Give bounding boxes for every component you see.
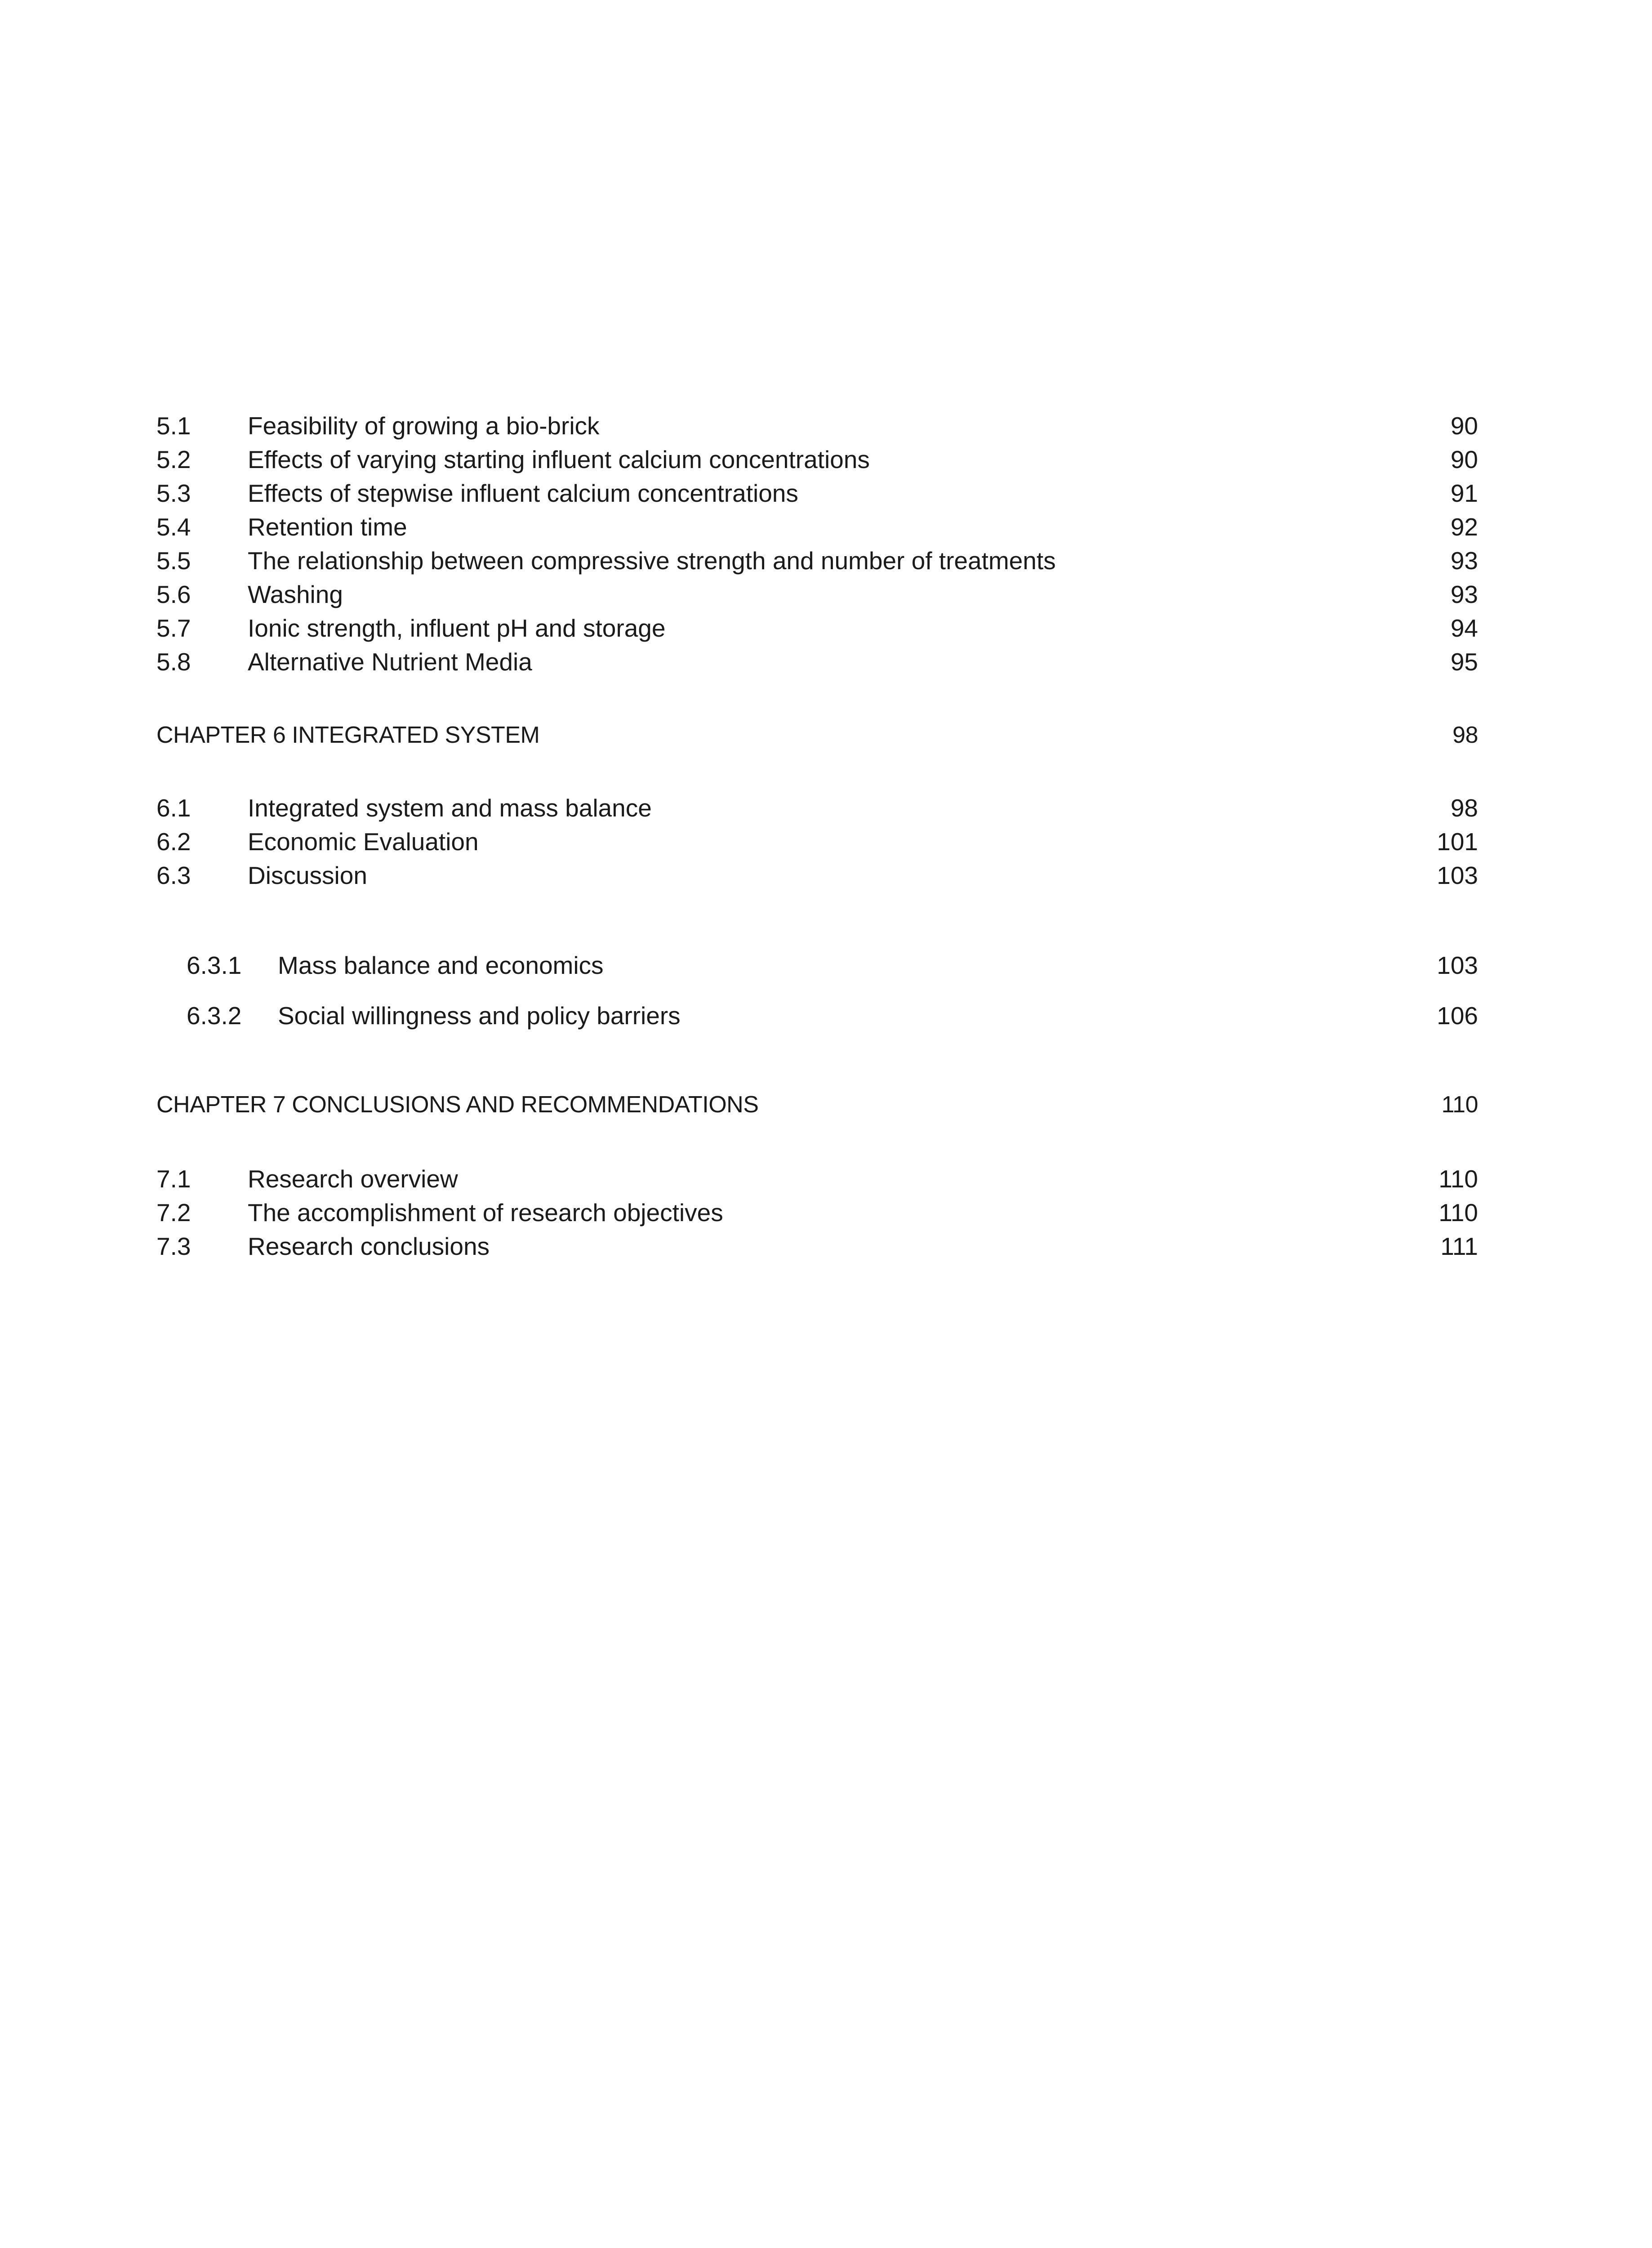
toc-entry-page: 110 (1438, 1165, 1478, 1193)
toc-entry-5-7 (156, 611, 1478, 645)
toc-entry-6-3 (156, 859, 1478, 892)
toc-entry-5-1 (156, 409, 1478, 443)
toc-entry-6-1 (156, 791, 1478, 825)
toc-entry-page: 90 (1450, 446, 1478, 473)
toc-entry-number: 6.1 (156, 794, 191, 822)
toc-entry-title: Feasibility of growing a bio-brick (248, 412, 600, 440)
toc-entry-page: 110 (1438, 1199, 1478, 1227)
toc-entry-page: 103 (1437, 951, 1478, 979)
toc-entry-title: Economic Evaluation (248, 828, 479, 856)
toc-entry-5-5 (156, 544, 1478, 578)
toc-entry-title: The relationship between compressive strength and number of treatments (248, 547, 1056, 575)
toc-chapter-title: CHAPTER 6 INTEGRATED SYSTEM (156, 722, 540, 748)
toc-entry-7-2 (156, 1196, 1478, 1230)
toc-entry-page: 103 (1437, 861, 1478, 889)
toc-chapter-7 (156, 1088, 1478, 1122)
toc-entry-6-3-1 (156, 949, 1478, 982)
toc-entry-page: 101 (1437, 828, 1478, 856)
toc-entry-number: 5.1 (156, 412, 191, 440)
toc-entry-5-2 (156, 443, 1478, 477)
toc-entry-page: 90 (1450, 412, 1478, 440)
toc-entry-page: 93 (1450, 547, 1478, 575)
toc-entry-title: Retention time (248, 513, 407, 541)
toc-entry-5-8 (156, 645, 1478, 679)
toc-chapter-title: CHAPTER 7 CONCLUSIONS AND RECOMMENDATIONS (156, 1092, 759, 1118)
toc-entry-number: 7.1 (156, 1165, 191, 1193)
toc-entry-page: 111 (1440, 1232, 1478, 1260)
toc-entry-number: 7.3 (156, 1232, 191, 1260)
toc-entry-number: 7.2 (156, 1199, 191, 1227)
toc-entry-number: 5.2 (156, 446, 191, 473)
toc-entry-number: 5.6 (156, 580, 191, 608)
toc-entry-title: The accomplishment of research objectives (248, 1199, 723, 1227)
toc-entry-page: 91 (1450, 479, 1478, 507)
toc-entry-title: Integrated system and mass balance (248, 794, 652, 822)
toc-entry-7-1 (156, 1162, 1478, 1196)
toc-entry-number: 5.8 (156, 648, 191, 676)
toc-chapter-6 (156, 718, 1478, 752)
toc-entry-title: Washing (248, 580, 343, 608)
toc-entry-title: Alternative Nutrient Media (248, 648, 532, 676)
toc-entry-title: Effects of varying starting influent calcium concentrations (248, 446, 870, 473)
toc-entry-title: Social willingness and policy barriers (278, 1002, 681, 1030)
toc-entry-page: 94 (1450, 614, 1478, 642)
toc-entry-title: Research conclusions (248, 1232, 490, 1260)
toc-entry-title: Ionic strength, influent pH and storage (248, 614, 666, 642)
toc-entry-title: Research overview (248, 1165, 458, 1193)
toc-chapter-page: 98 (1452, 722, 1478, 748)
toc-entry-page: 93 (1450, 580, 1478, 608)
toc-entry-number: 5.4 (156, 513, 191, 541)
toc-entry-5-3 (156, 477, 1478, 510)
toc-entry-number: 6.2 (156, 828, 191, 856)
toc-entry-6-3-2 (156, 999, 1478, 1033)
toc-entry-number: 5.3 (156, 479, 191, 507)
toc-chapter-page: 110 (1441, 1092, 1478, 1118)
toc-entry-page: 92 (1450, 513, 1478, 541)
toc-entry-number: 6.3.1 (187, 951, 242, 979)
toc-entry-page: 98 (1450, 794, 1478, 822)
toc-entry-title: Effects of stepwise influent calcium concentrations (248, 479, 798, 507)
toc-entry-page: 106 (1437, 1002, 1478, 1030)
toc-entry-5-4 (156, 510, 1478, 544)
toc-entry-number: 5.7 (156, 614, 191, 642)
toc-entry-6-2 (156, 825, 1478, 859)
toc-entry-5-6 (156, 578, 1478, 611)
toc-entry-number: 6.3 (156, 861, 191, 889)
toc-entry-number: 6.3.2 (187, 1002, 242, 1030)
toc-entry-number: 5.5 (156, 547, 191, 575)
toc-entry-page: 95 (1450, 648, 1478, 676)
toc-entry-title: Mass balance and economics (278, 951, 604, 979)
toc-entry-title: Discussion (248, 861, 367, 889)
toc-entry-7-3 (156, 1230, 1478, 1263)
